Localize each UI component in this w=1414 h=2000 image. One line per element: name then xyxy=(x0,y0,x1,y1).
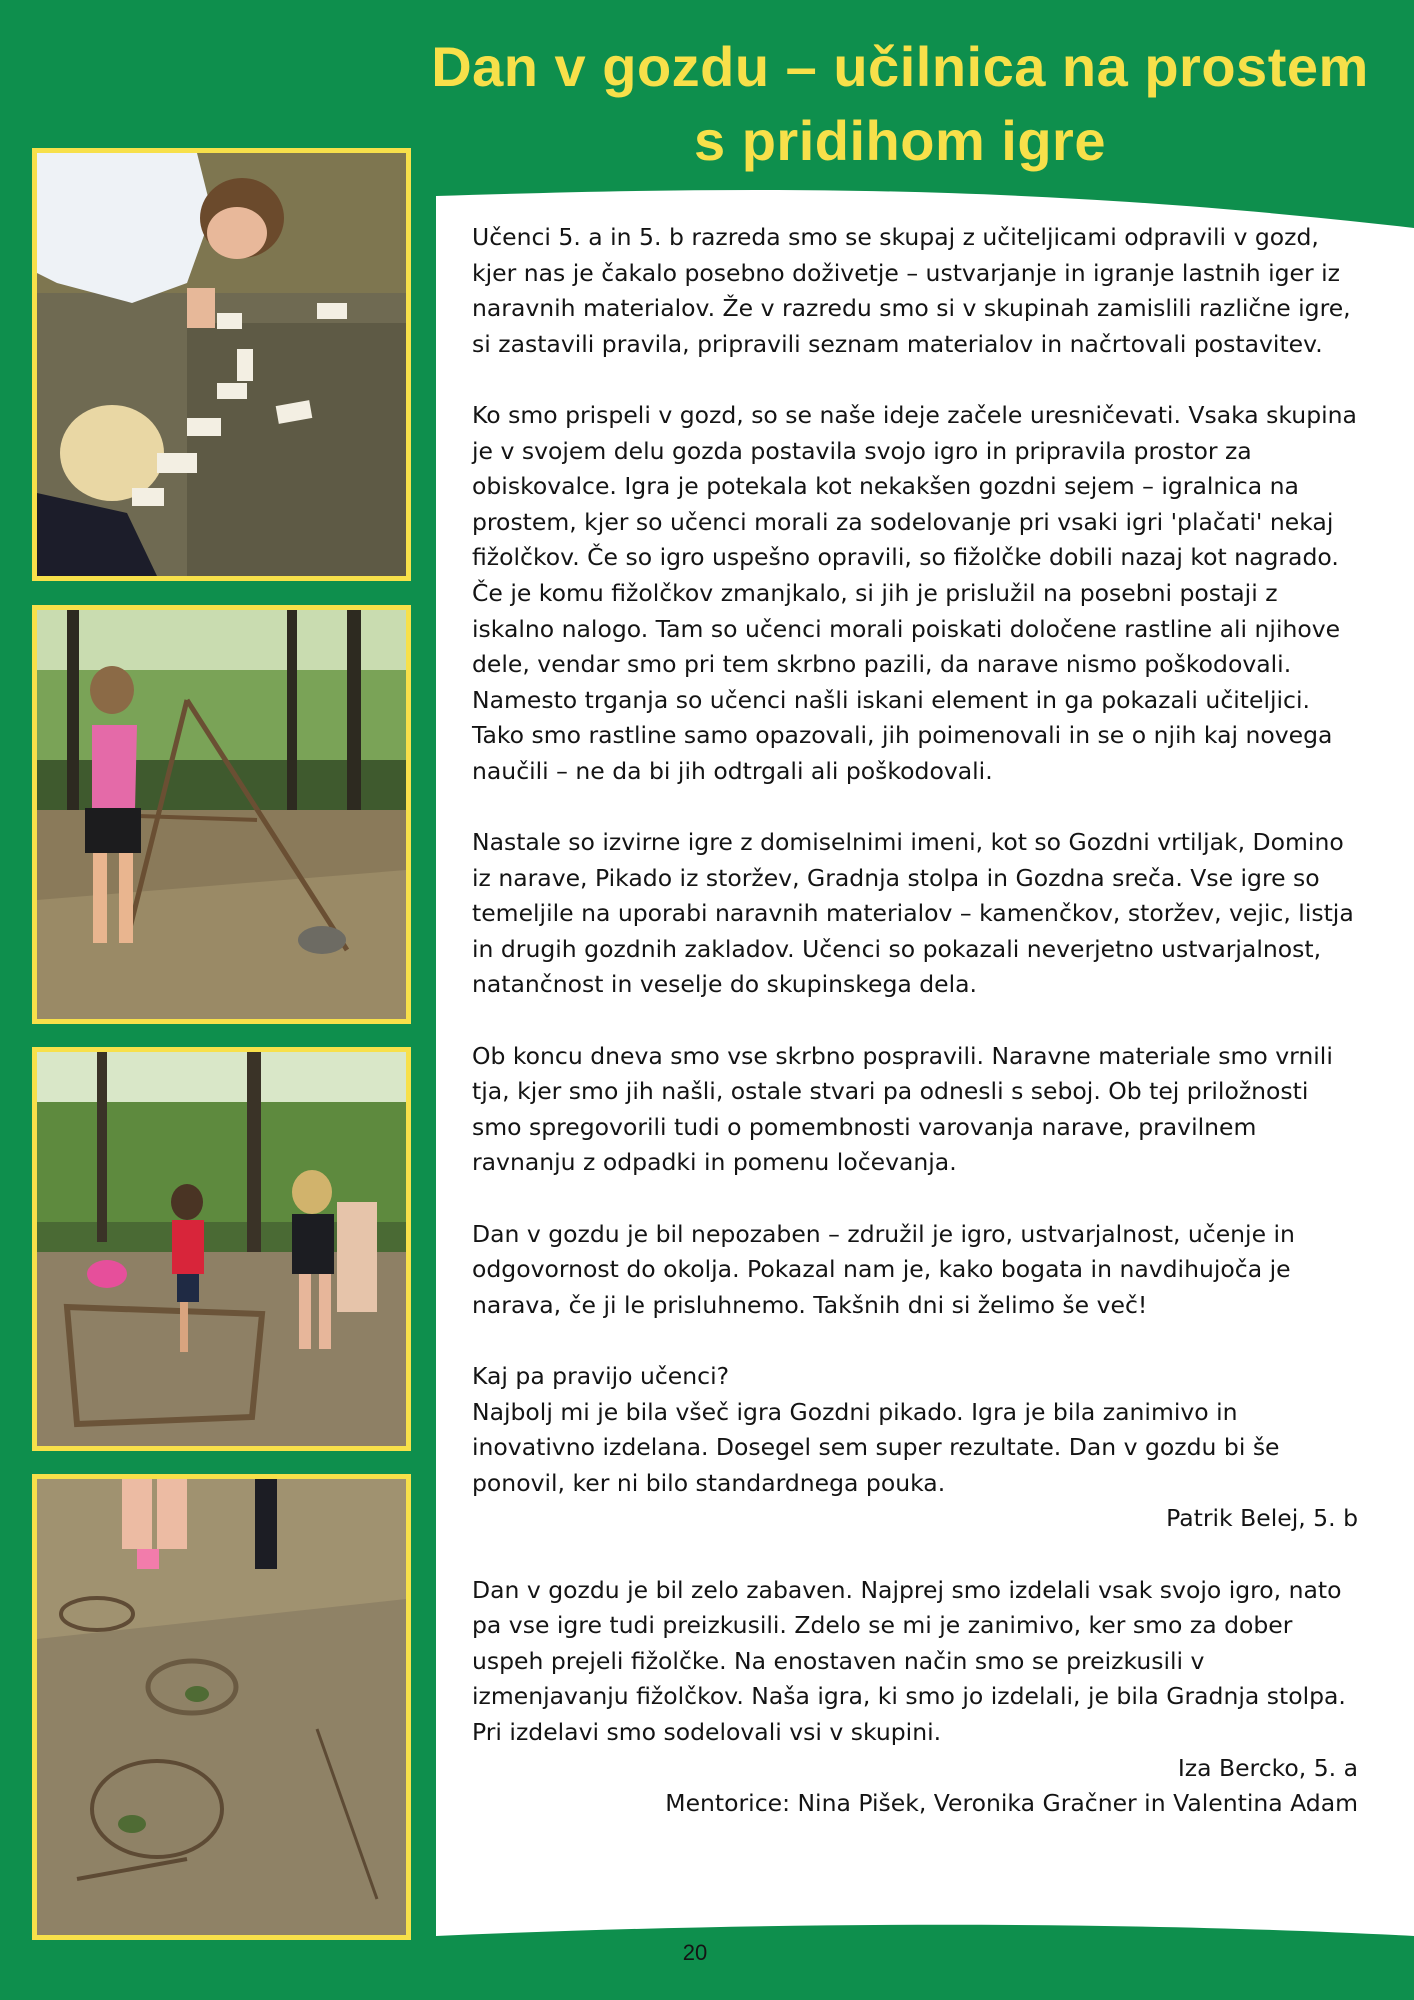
photo-nature-material-circles xyxy=(32,1474,411,1940)
page-title-line-1: Dan v gozdu – učilnica na prostem xyxy=(431,35,1369,98)
mentors-credit: Mentorice: Nina Pišek, Veronika Gračner in Valentina Adam xyxy=(665,1789,1358,1818)
article-paragraph-intro: Učenci 5. a in 5. b razreda smo se skupaj z učiteljicami odpravili v gozd, kjer nas je čakalo posebno doživetje – ustvarjanje in igranje lastnih iger iz naravnih materialov. Že v razredu smo si v skupinah zamislili različne igre, si zastavili pravila, pripravili seznam materialov in načrtovali postavitev. xyxy=(472,223,1351,358)
student-quote-2-author: Iza Bercko, 5. a xyxy=(1177,1753,1358,1782)
photo-girl-at-stick-tripod xyxy=(32,605,411,1024)
photo-children-playing-dominoes xyxy=(32,148,411,581)
photo-children-in-forest-clearing xyxy=(32,1047,411,1451)
article-paragraph-task-station: Če je komu fižolčkov zmanjkalo, si jih je prislužil na posebni postaji z iskalno nalogo. Tam so učenci morali poiskati določene rastline ali njihove dele, vendar smo pri tem skrbno pazili, da narave nismo poškodovali. Namesto trganja so učenci našli iskani element in ga pokazali učiteljici. Tako smo rastline samo opazovali, jih poimenovali in se o njih kaj novega naučili – ne da bi jih odtrgali ali poškodovali. xyxy=(472,578,1341,785)
article-paragraph-conclusion: Dan v gozdu je bil nepozaben – združil je igro, ustvarjalnost, učenje in odgovornost do okolja. Pokazal nam je, kako bogata in navdihujoča je narava, če ji le prisluhnemo. Takšnih dni si želimo še več! xyxy=(472,1219,1295,1319)
student-quote-1: Najbolj mi je bila všeč igra Gozdni pikado. Igra je bila zanimivo in inovativno izdelana. Dosegel sem super rezultate. Dan v gozdu bi še ponovil, ker ni bilo standardnega pouka. xyxy=(472,1397,1280,1497)
article-paragraph-cleanup: Ob koncu dneva smo vse skrbno pospravili. Naravne materiale smo vrnili tja, kjer smo jih našli, ostale stvari pa odnesli s seboj. Ob tej priložnosti smo spregovorili tudi o pomembnosti varovanja narave, pravilnem ravnanju z odpadki in pomenu ločevanja. xyxy=(472,1041,1333,1177)
article-paragraph-games: Nastale so izvirne igre z domiselnimi imeni, kot so Gozdni vrtiljak, Domino iz narave, Pikado iz storžev, Gradnja stolpa in Gozdna sreča. Vse igre so temeljile na uporabi naravnih materialov – kamenčkov, storžev, vejic, listja in drugih gozdnih zakladov. Učenci so pokazali neverjetno ustvarjalnost, natančnost in veselje do skupinskega dela. xyxy=(472,828,1354,999)
page-number: 20 xyxy=(682,1940,708,1965)
students-heading: Kaj pa pravijo učenci? xyxy=(472,1362,730,1390)
student-quote-2: Dan v gozdu je bil zelo zabaven. Najprej smo izdelali vsak svojo igro, nato pa vse igre tudi preizkusili. Zdelo se mi je zanimivo, ker smo za dober uspeh prejeli fižolčke. Na enostaven način smo se preizkusili v izmenjavanju fižolčkov. Naša igra, ki smo jo izdelali, je bila Gradnja stolpa. Pri izdelavi smo sodelovali vsi v skupini. xyxy=(472,1575,1346,1746)
page-title-line-2: s pridihom igre xyxy=(694,109,1106,172)
article-paragraph-arrival: Ko smo prispeli v gozd, so se naše ideje začele uresničevati. Vsaka skupina je v svojem delu gozda postavila svojo igro in pripravila prostor za obiskovalce. Igra je potekala kot nekakšen gozdni sejem – igralnica na prostem, kjer so učenci morali za sodelovanje pri vsaki igri 'plačati' nekaj fižolčkov. Če so igro uspešno opravili, so fižolčke dobili nazaj kot nagrado. xyxy=(472,400,1357,572)
article-body xyxy=(472,220,1358,1822)
student-quote-1-author: Patrik Belej, 5. b xyxy=(1166,1504,1358,1533)
